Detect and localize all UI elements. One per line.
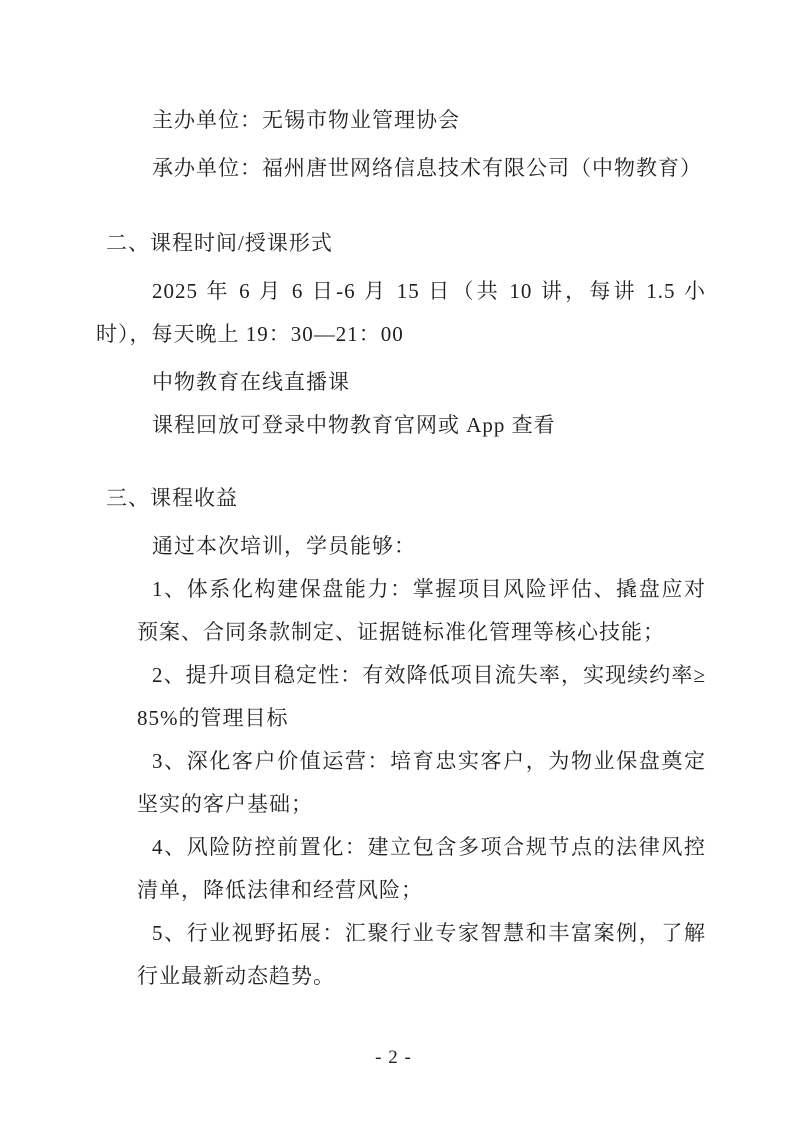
benefit-item-4: 4、风险防控前置化：建立包含多项合规节点的法律风控清单，降低法律和经营风险； [137,835,706,902]
footer-page-number: - 2 - [375,1047,412,1068]
benefit-item-5: 5、行业视野拓展：汇聚行业专家智慧和丰富案例，了解行业最新动态趋势。 [137,921,706,988]
organizer-undertaker-line: 承办单位：福州唐世网络信息技术有限公司（中物教育） [152,156,702,180]
paragraph-course-time: 2025 年 6 月 6 日-6 月 15 日（共 10 讲，每讲 1.5 小时），每天晚上 19：30—21：00 [96,279,706,346]
paragraph-course-format: 中物教育在线直播课 [152,370,350,394]
paragraph-benefits-intro: 通过本次培训，学员能够： [152,534,416,558]
document-body [96,99,706,998]
benefit-item-1: 1、体系化构建保盘能力：掌握项目风险评估、撬盘应对预案、合同条款制定、证据链标准化管理等核心技能； [137,577,706,644]
organizer-host-line: 主办单位：无锡市物业管理协会 [152,108,460,132]
section-heading-course-benefits: 三、课程收益 [106,486,238,510]
benefit-item-3: 3、深化客户价值运营：培育忠实客户，为物业保盘奠定坚实的客户基础； [137,749,706,816]
benefit-item-2: 2、提升项目稳定性：有效降低项目流失率，实现续约率≥85%的管理目标 [137,663,706,730]
section-heading-course-time: 二、课程时间/授课形式 [106,231,333,255]
paragraph-course-replay: 课程回放可登录中物教育官网或 App 查看 [152,413,556,437]
